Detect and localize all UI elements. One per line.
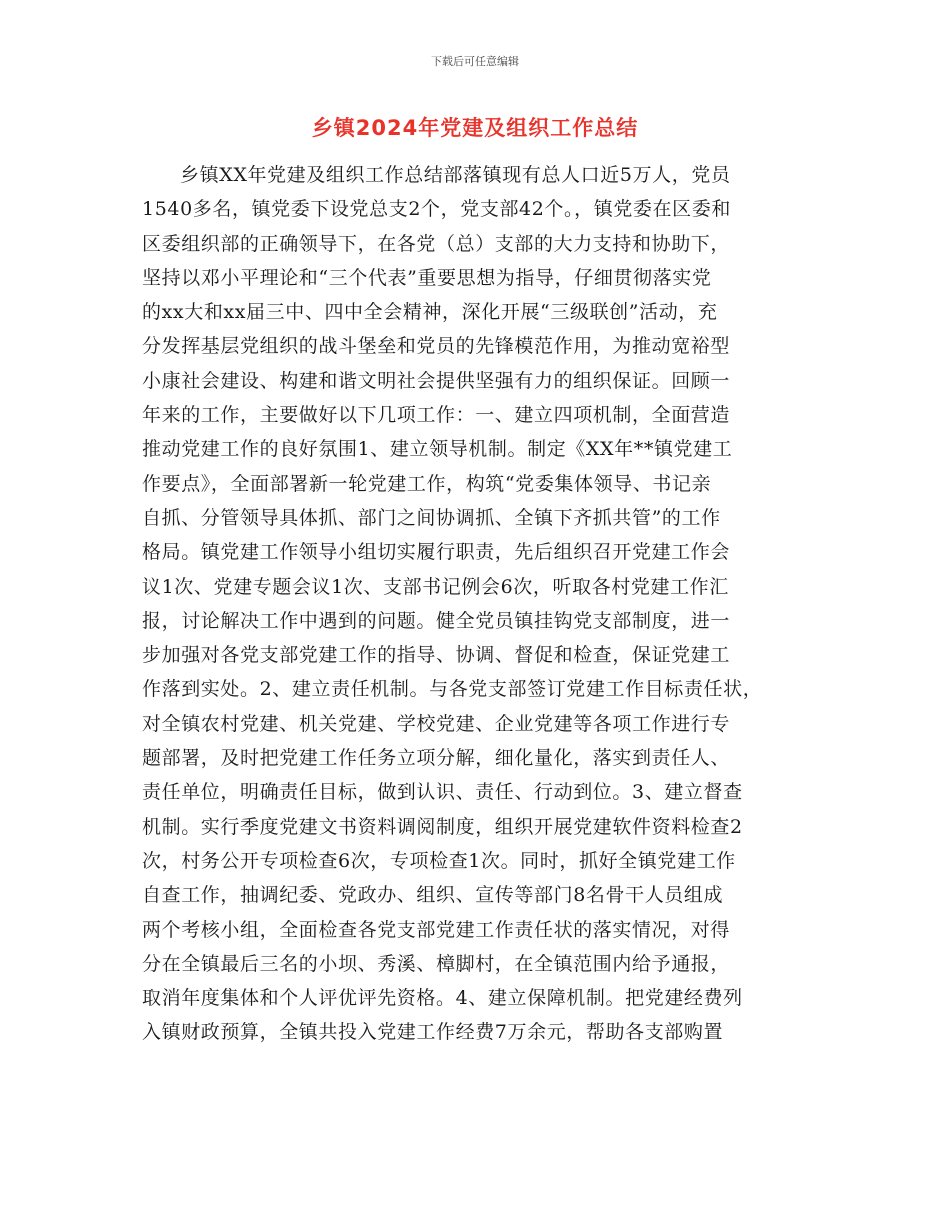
body-line: 取消年度集体和个人评优评先资格。4、建立保障机制。把党建经费列 — [142, 987, 743, 1010]
page-header-note: 下载后可任意编辑 — [431, 55, 519, 68]
body-line: 1540多名，镇党委下设党总支2个，党支部42个。，镇党委在区委和 — [142, 198, 731, 221]
body-line: 次，村务公开专项检查6次，专项检查1次。同时，抓好全镇党建工作 — [142, 849, 736, 872]
body-line: 题部署，及时把党建工作任务立项分解，细化量化，落实到责任人、 — [142, 747, 731, 770]
body-line: 自查工作，抽调纪委、党政办、组织、宣传等部门8名骨干人员组成 — [142, 884, 724, 907]
body-line: 乡镇XX年党建及组织工作总结部落镇现有总人口近5万人，党员 — [180, 164, 731, 186]
body-line: 坚持以邓小平理论和“三个代表”重要思想为指导，仔细贯彻落实党 — [142, 266, 712, 289]
body-line: 格局。镇党建工作领导小组切实履行职责，先后组织召开党建工作会 — [142, 541, 731, 564]
document-title: 乡镇2024年党建及组织工作总结 — [311, 116, 639, 140]
body-line: 入镇财政预算，全镇共投入党建工作经费7万余元，帮助各支部购置 — [142, 1021, 724, 1044]
body-line: 报，讨论解决工作中遇到的问题。健全党员镇挂钩党支部制度，进一 — [142, 609, 731, 632]
body-line: 区委组织部的正确领导下，在各党（总）支部的大力支持和协助下， — [142, 232, 731, 255]
body-line: 分发挥基层党组织的战斗堡垒和党员的先锋模范作用，为推动宽裕型 — [142, 335, 731, 358]
body-line: 推动党建工作的良好氛围1、建立领导机制。制定《XX年**镇党建工 — [142, 438, 733, 461]
body-line: 的xx大和xx届三中、四中全会精神，深化开展“三级联创”活动，充 — [142, 301, 718, 324]
body-line: 责任单位，明确责任目标，做到认识、责任、行动到位。3、建立督查 — [142, 781, 743, 804]
body-line: 机制。实行季度党建文书资料调阅制度，组织开展党建软件资料检查2 — [142, 815, 743, 838]
body-line: 两个考核小组，全面检查各党支部党建工作责任状的落实情况，对得 — [142, 918, 731, 941]
body-line: 对全镇农村党建、机关党建、学校党建、企业党建等各项工作进行专 — [142, 712, 731, 735]
body-line: 年来的工作，主要做好以下几项工作：一、建立四项机制，全面营造 — [142, 404, 731, 427]
body-line: 议1次、党建专题会议1次、支部书记例会6次，听取各村党建工作汇 — [142, 575, 729, 598]
body-line: 作落到实处。2、建立责任机制。与各党支部签订党建工作目标责任状， — [142, 678, 763, 701]
body-line: 步加强对各党支部党建工作的指导、协调、督促和检查，保证党建工 — [142, 644, 731, 667]
body-line: 自抓、分管领导具体抓、部门之间协调抓、全镇下齐抓共管”的工作 — [142, 506, 721, 529]
body-line: 分在全镇最后三名的小坝、秀溪、樟脚村，在全镇范围内给予通报， — [142, 952, 731, 975]
body-line: 作要点》，全面部署新一轮党建工作，构筑“党委集体领导、书记亲 — [142, 472, 712, 495]
body-line: 小康社会建设、构建和谐文明社会提供坚强有力的组织保证。回顾一 — [142, 369, 731, 392]
document-body — [142, 158, 810, 1050]
